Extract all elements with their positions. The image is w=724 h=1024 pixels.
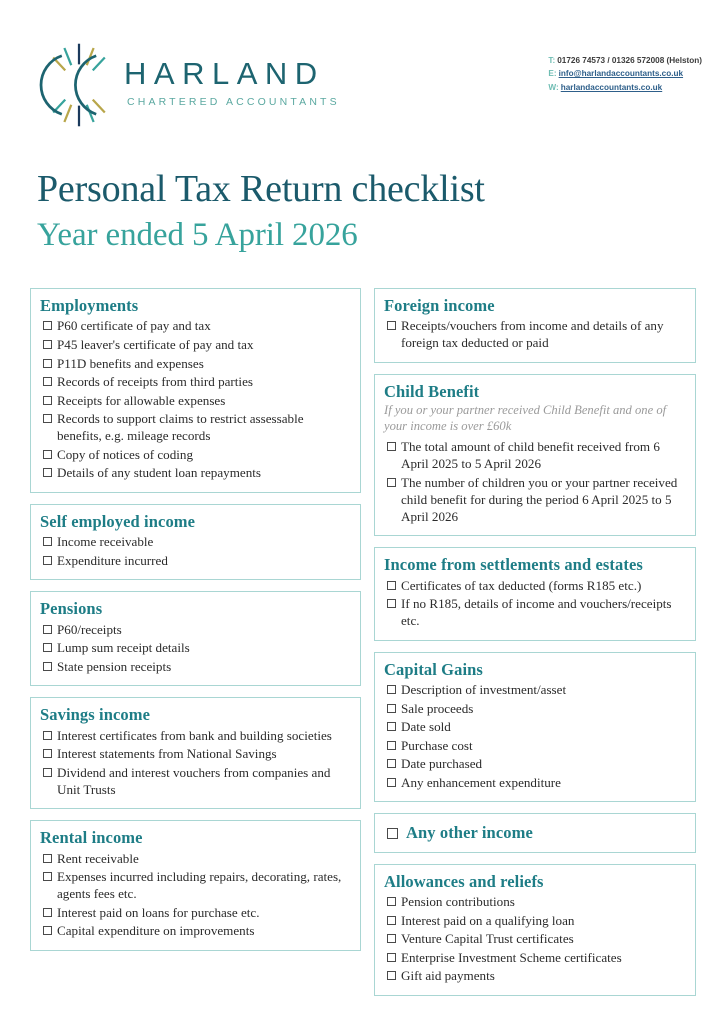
section-self-employed-income — [30, 504, 361, 581]
checkbox[interactable] — [387, 722, 396, 731]
checkbox[interactable] — [387, 321, 396, 330]
checkbox[interactable] — [387, 599, 396, 608]
checkbox[interactable] — [43, 396, 52, 405]
checklist-item-label: P60/receipts — [57, 621, 122, 637]
page-header — [0, 0, 724, 150]
web-label: W: — [548, 82, 559, 92]
section-heading: Capital Gains — [384, 659, 483, 679]
checklist-item-label: Certificates of tax deducted (forms R185 etc.) — [401, 577, 642, 593]
checklist — [384, 438, 686, 525]
checklist-item[interactable] — [384, 967, 686, 984]
checklist-item-label: Interest certificates from bank and building societies — [57, 727, 332, 743]
checkbox[interactable] — [387, 897, 396, 906]
checkbox[interactable] — [43, 625, 52, 634]
checkbox[interactable] — [387, 478, 396, 487]
section-employments — [30, 288, 361, 493]
checklist-item[interactable] — [40, 764, 351, 798]
brand-tagline: CHARTERED ACCOUNTANTS — [127, 95, 340, 108]
checkbox[interactable] — [43, 749, 52, 758]
section-heading: Pensions — [40, 599, 103, 619]
sunburst-arcs-logo-icon — [36, 42, 122, 128]
checklist-item[interactable] — [40, 552, 351, 569]
checklist-item-label: Receipts for allowable expenses — [57, 392, 226, 408]
section-heading: Rental income — [40, 828, 143, 848]
section-any-other-income — [374, 813, 696, 852]
checklist-item-label: Dividend and interest vouchers from companies and Unit Trusts — [57, 764, 331, 797]
section-foreign-income — [374, 288, 696, 363]
checklist-item-label: P60 certificate of pay and tax — [57, 318, 211, 334]
checklist-item[interactable] — [384, 912, 686, 929]
right-column — [374, 288, 696, 996]
checklist — [40, 850, 351, 940]
checklist-item-label: P11D benefits and expenses — [57, 355, 204, 371]
page-title: Personal Tax Return checklist — [37, 168, 485, 210]
checklist-item-label: Description of investment/asset — [401, 682, 567, 698]
checklist-item-label: If no R185, details of income and vouchers/receipts etc. — [401, 596, 672, 629]
checklist-item[interactable] — [40, 922, 351, 939]
checklist-item-label: Purchase cost — [401, 737, 473, 753]
checkbox-any-other-income[interactable] — [387, 828, 398, 839]
document-title-block — [37, 168, 677, 254]
checklist-item-label: Venture Capital Trust certificates — [401, 931, 574, 947]
contact-phone-row — [548, 54, 702, 67]
section-heading: Child Benefit — [384, 382, 480, 401]
email-label: E: — [548, 69, 557, 79]
section-heading: Self employed income — [40, 511, 196, 531]
section-child-benefit — [374, 374, 696, 536]
checklist-item[interactable] — [384, 949, 686, 966]
checkbox[interactable] — [387, 971, 396, 980]
checkbox[interactable] — [43, 926, 52, 935]
contact-email-row — [548, 67, 702, 80]
checklist-item-label: The number of children you or your partner received child benefit for during the period 6 April 2025 to 5 April 2026 — [401, 474, 678, 524]
section-income-from-settlements-and-estates — [374, 547, 696, 641]
checkbox[interactable] — [387, 759, 396, 768]
website-link[interactable]: harlandaccountants.co.uk — [560, 82, 663, 92]
checklist-item-label: Pension contributions — [401, 894, 515, 910]
checklist-item-label: Interest paid on loans for purchase etc. — [57, 904, 260, 920]
left-column — [30, 288, 361, 951]
checkbox[interactable] — [43, 872, 52, 881]
checklist — [384, 317, 686, 351]
checklist-item[interactable] — [384, 737, 686, 754]
checkbox[interactable] — [43, 414, 52, 423]
checklist-item-label: Interest statements from National Savings — [57, 746, 277, 762]
checklist-item[interactable] — [40, 658, 351, 675]
checklist-item-label: Any enhancement expenditure — [401, 774, 561, 790]
checkbox[interactable] — [387, 704, 396, 713]
checklist-item-label: Interest paid on a qualifying loan — [401, 912, 575, 928]
checklist-item[interactable] — [384, 438, 686, 472]
checklist-item[interactable] — [384, 474, 686, 525]
checkbox[interactable] — [43, 556, 52, 565]
contact-details — [548, 54, 702, 94]
checkbox[interactable] — [43, 537, 52, 546]
checklist-item-label: Date sold — [401, 719, 451, 735]
checklist-item-label: The total amount of child benefit received from 6 April 2025 to 5 April 2026 — [401, 439, 660, 472]
checklist — [40, 317, 351, 481]
checkbox[interactable] — [43, 340, 52, 349]
phone-value: 01726 74573 / 01326 572008 (Helston) — [557, 56, 702, 65]
checklist-content — [30, 288, 696, 996]
checkbox[interactable] — [43, 908, 52, 917]
checklist-item[interactable] — [40, 621, 351, 638]
checklist-item-label: State pension receipts — [57, 658, 172, 674]
checklist-item[interactable] — [40, 410, 351, 444]
section-note: If you or your partner received Child Benefit and one of your income is over £60k — [384, 403, 667, 434]
section-heading: Any other income — [406, 823, 533, 843]
checklist-item[interactable] — [384, 774, 686, 791]
checklist-item[interactable] — [384, 718, 686, 735]
checklist-item-label: Rent receivable — [57, 850, 139, 866]
checkbox[interactable] — [43, 359, 52, 368]
checkbox[interactable] — [43, 662, 52, 671]
section-pensions — [30, 591, 361, 686]
checklist-item[interactable] — [384, 930, 686, 947]
checklist-item[interactable] — [384, 755, 686, 772]
checkbox[interactable] — [387, 442, 396, 451]
checklist-item[interactable] — [40, 446, 351, 463]
checklist-item[interactable] — [40, 868, 351, 902]
checkbox[interactable] — [387, 778, 396, 787]
checkbox[interactable] — [43, 468, 52, 477]
checklist-item-label: Expenses incurred including repairs, decorating, rates, agents fees etc. — [57, 869, 342, 902]
checklist-item[interactable] — [40, 336, 351, 353]
section-savings-income — [30, 697, 361, 809]
checklist-item-label: Expenditure incurred — [57, 552, 168, 568]
checklist-item-label: Income receivable — [57, 534, 154, 550]
checkbox[interactable] — [43, 450, 52, 459]
checkbox[interactable] — [387, 581, 396, 590]
checklist-item-label: Copy of notices of coding — [57, 446, 194, 462]
checklist-item[interactable] — [40, 850, 351, 867]
checkbox[interactable] — [43, 731, 52, 740]
page-subtitle: Year ended 5 April 2026 — [37, 216, 358, 253]
brand-wordmark — [124, 58, 340, 112]
checklist-item[interactable] — [40, 904, 351, 921]
checklist-item[interactable] — [40, 392, 351, 409]
checkbox[interactable] — [43, 643, 52, 652]
checklist-item[interactable] — [384, 577, 686, 594]
checklist-item-label: P45 leaver's certificate of pay and tax — [57, 336, 254, 352]
company-logo — [36, 42, 340, 128]
section-rental-income — [30, 820, 361, 951]
contact-web-row — [548, 81, 702, 94]
checklist — [40, 727, 351, 798]
section-allowances-and-reliefs — [374, 864, 696, 996]
checklist-item-label: Sale proceeds — [401, 700, 474, 716]
checklist-item-label: Lump sum receipt details — [57, 640, 190, 656]
checkbox[interactable] — [43, 321, 52, 330]
section-heading: Foreign income — [384, 296, 495, 315]
checklist-item-label: Records of receipts from third parties — [57, 374, 253, 390]
checklist-item[interactable] — [40, 533, 351, 550]
checkbox[interactable] — [387, 953, 396, 962]
checklist — [384, 893, 686, 984]
checklist-item-label: Receipts/vouchers from income and details of any foreign tax deducted or paid — [401, 318, 664, 351]
checkbox[interactable] — [43, 768, 52, 777]
checklist-item[interactable] — [384, 317, 686, 351]
checkbox[interactable] — [387, 916, 396, 925]
checklist — [40, 533, 351, 569]
checklist-item[interactable] — [40, 355, 351, 372]
checklist-item-label: Date purchased — [401, 756, 483, 772]
checklist-item-label: Details of any student loan repayments — [57, 465, 261, 481]
checklist-item[interactable] — [384, 700, 686, 717]
checkbox[interactable] — [43, 854, 52, 863]
checklist-item-label: Records to support claims to restrict assessable benefits, e.g. mileage records — [57, 411, 304, 444]
section-heading: Savings income — [40, 705, 151, 725]
section-heading: Allowances and reliefs — [384, 871, 544, 891]
checklist-item-label: Gift aid payments — [401, 968, 495, 984]
checklist-item[interactable] — [40, 464, 351, 481]
checklist — [40, 621, 351, 675]
section-heading: Employments — [40, 296, 139, 315]
checklist — [384, 577, 686, 630]
checklist-item[interactable] — [40, 639, 351, 656]
section-capital-gains — [374, 652, 696, 803]
checklist-item-label: Capital expenditure on improvements — [57, 923, 255, 939]
checklist-item[interactable] — [40, 317, 351, 334]
checklist-item[interactable] — [384, 681, 686, 698]
checkbox[interactable] — [387, 685, 396, 694]
checkbox[interactable] — [43, 377, 52, 386]
email-link[interactable]: info@harlandaccountants.co.uk — [558, 69, 684, 79]
checkbox[interactable] — [387, 741, 396, 750]
checklist-item[interactable] — [40, 727, 351, 744]
checklist — [384, 681, 686, 791]
checklist-item[interactable] — [40, 745, 351, 762]
brand-name: HARLAND — [124, 56, 325, 92]
checklist-item[interactable] — [384, 595, 686, 629]
checklist-item[interactable] — [384, 893, 686, 910]
checklist-item[interactable] — [40, 373, 351, 390]
checkbox[interactable] — [387, 934, 396, 943]
section-heading: Income from settlements and estates — [384, 555, 643, 575]
checklist-item-label: Enterprise Investment Scheme certificates — [401, 949, 622, 965]
phone-label: T: — [548, 56, 556, 65]
